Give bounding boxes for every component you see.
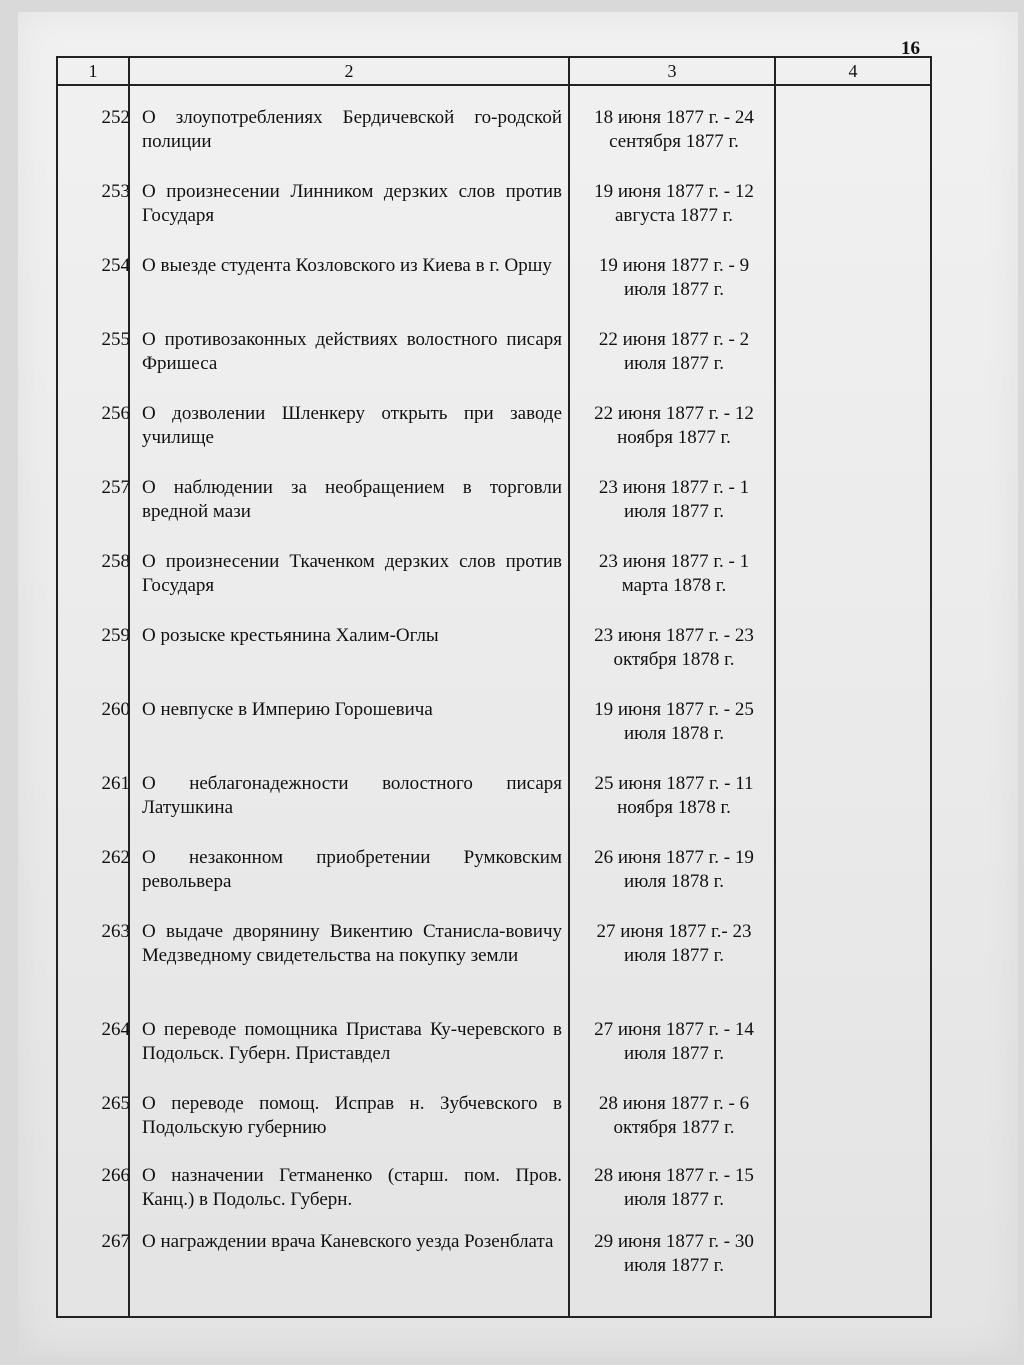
row-dates: 23 июня 1877 г. - 23 октября 1878 г. xyxy=(594,625,754,670)
page-number: 16 xyxy=(901,38,920,59)
row-number: 259 xyxy=(101,625,130,646)
row-number: 258 xyxy=(101,551,130,572)
row-dates: 28 июня 1877 г. - 15 июля 1877 г. xyxy=(594,1165,754,1210)
row-dates: 18 июня 1877 г. - 24 сентября 1877 г. xyxy=(594,107,754,152)
row-title: О произнесении Линником дерзких слов против Государя xyxy=(142,181,562,226)
row-number: 260 xyxy=(101,699,130,720)
row-dates: 22 июня 1877 г. - 2 июля 1877 г. xyxy=(598,329,750,374)
row-title: О выдаче дворянину Викентию Станисла-вовичу Медзведному свидетельства на покупку земли xyxy=(142,921,562,966)
column-header-4: 4 xyxy=(848,61,858,81)
row-dates: 23 июня 1877 г. - 1 марта 1878 г. xyxy=(598,551,750,596)
row-number: 257 xyxy=(101,477,130,498)
row-title: О переводе помощника Пристава Ку-черевского в Подольск. Губерн. Приставдел xyxy=(142,1019,562,1064)
row-title: О назначении Гетманенко (старш. пом. Пров. Канц.) в Подольс. Губерн. xyxy=(142,1165,562,1210)
column-divider xyxy=(128,58,130,1316)
row-number: 261 xyxy=(101,773,130,794)
row-number: 253 xyxy=(101,181,130,202)
row-dates: 19 июня 1877 г. - 25 июля 1878 г. xyxy=(594,699,754,744)
column-header-3: 3 xyxy=(667,61,677,81)
row-dates: 29 июня 1877 г. - 30 июля 1877 г. xyxy=(594,1231,754,1276)
document-page xyxy=(18,12,1018,1357)
row-dates: 27 июня 1877 г.- 23 июля 1877 г. xyxy=(596,921,752,966)
row-number: 266 xyxy=(101,1165,130,1186)
row-title: О неблагонадежности волостного писаря Латушкина xyxy=(142,773,562,818)
row-title: О розыске крестьянина Халим-Оглы xyxy=(142,625,439,646)
row-dates: 27 июня 1877 г. - 14 июля 1877 г. xyxy=(594,1019,754,1064)
row-dates: 22 июня 1877 г. - 12 ноября 1877 г. xyxy=(594,403,754,448)
row-number: 262 xyxy=(101,847,130,868)
row-number: 252 xyxy=(101,107,130,128)
row-number: 256 xyxy=(101,403,130,424)
row-title: О злоупотреблениях Бердичевской го-родской полиции xyxy=(142,107,562,152)
column-header-2: 2 xyxy=(344,61,354,81)
row-title: О незаконном приобретении Румковским револьвера xyxy=(142,847,562,892)
row-title: О награждении врача Каневского уезда Розенблата xyxy=(142,1231,554,1252)
row-title: О произнесении Ткаченком дерзких слов против Государя xyxy=(142,551,562,596)
column-divider xyxy=(568,58,570,1316)
row-number: 263 xyxy=(101,921,130,942)
column-header-1: 1 xyxy=(88,61,98,81)
row-number: 264 xyxy=(101,1019,130,1040)
row-dates: 19 июня 1877 г. - 12 августа 1877 г. xyxy=(594,181,754,226)
row-title: О наблюдении за необращением в торговли вредной мази xyxy=(142,477,562,522)
row-dates: 25 июня 1877 г. - 11 ноября 1878 г. xyxy=(594,773,754,818)
row-number: 255 xyxy=(101,329,130,350)
row-number: 265 xyxy=(101,1093,130,1114)
row-number: 267 xyxy=(101,1231,130,1252)
row-title: О противозаконных действиях волостного писаря Фришеса xyxy=(142,329,562,374)
row-dates: 23 июня 1877 г. - 1 июля 1877 г. xyxy=(598,477,750,522)
row-title: О дозволении Шленкеру открыть при заводе училище xyxy=(142,403,562,448)
row-number: 254 xyxy=(101,255,130,276)
row-dates: 26 июня 1877 г. - 19 июля 1878 г. xyxy=(594,847,754,892)
column-divider xyxy=(774,58,776,1316)
row-dates: 28 июня 1877 г. - 6 октября 1877 г. xyxy=(598,1093,750,1138)
row-dates: 19 июня 1877 г. - 9 июля 1877 г. xyxy=(598,255,750,300)
row-title: О выезде студента Козловского из Киева в г. Оршу xyxy=(142,255,552,276)
header-divider xyxy=(58,84,930,86)
row-title: О невпуске в Империю Горошевича xyxy=(142,699,433,720)
row-title: О переводе помощ. Исправ н. Зубчевского в Подольскую губернию xyxy=(142,1093,562,1138)
archive-table xyxy=(56,56,932,1318)
